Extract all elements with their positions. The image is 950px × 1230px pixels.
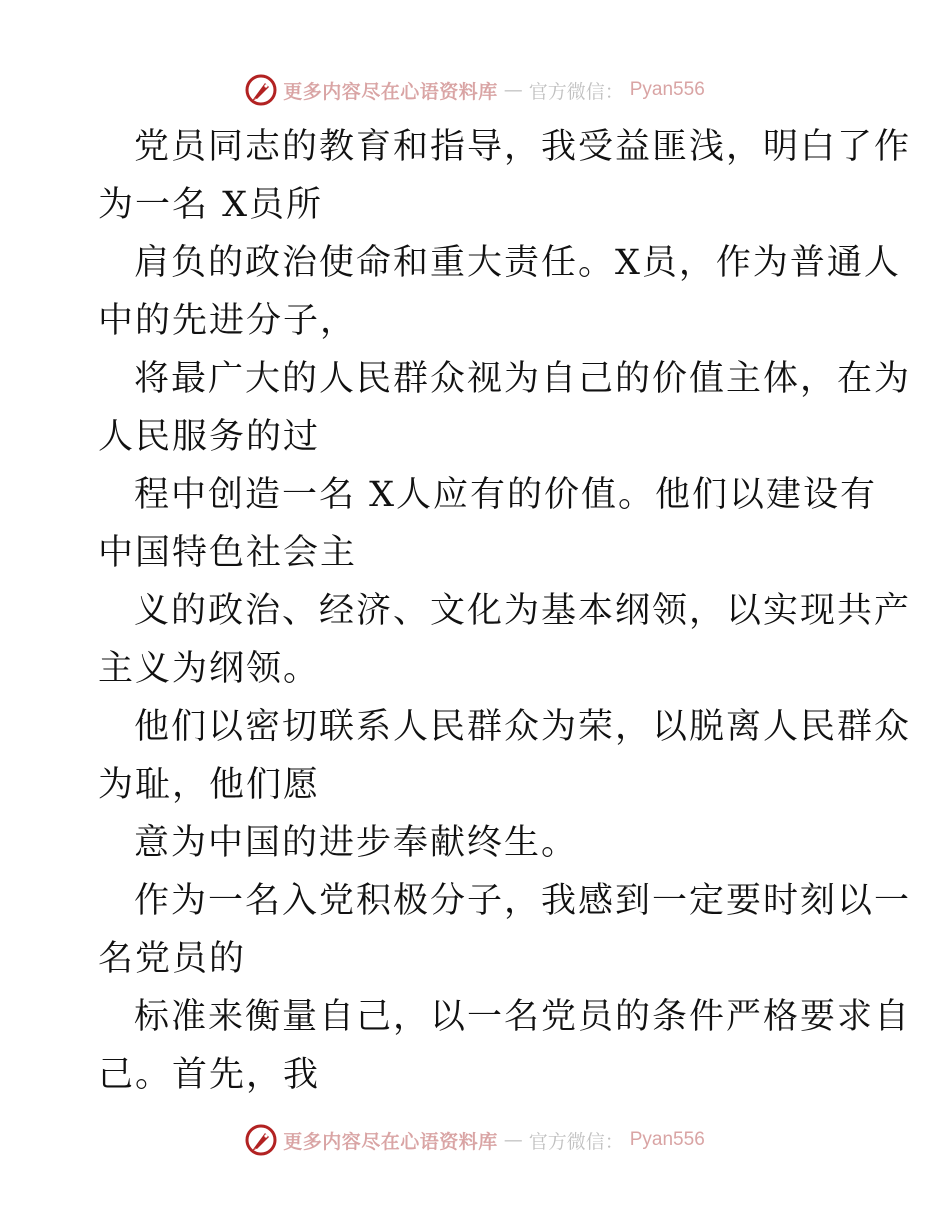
text-line: 为一名 X员所 (98, 185, 324, 225)
text-line: 主义为纲领。 (98, 649, 321, 689)
text-line: 名党员的 (98, 939, 247, 979)
text-line: 中国特色社会主 (98, 533, 358, 573)
text-line: 党员同志的教育和指导，我受益匪浅，明白了作 (134, 127, 912, 167)
watermark-separator: — (503, 1129, 523, 1151)
watermark-contact-id: Pyan556 (629, 79, 705, 100)
text-line: 他们以密切联系人民群众为荣，以脱离人民群众 (134, 707, 912, 747)
text-line: 人民服务的过 (98, 417, 321, 457)
watermark-site-text: 更多内容尽在心语资料库 (283, 1130, 498, 1153)
watermark-contact-label: 官方微信： (528, 1130, 624, 1153)
watermark-contact-label: 官方微信： (528, 80, 624, 103)
document-body (98, 118, 912, 1104)
text-line: 肩负的政治使命和重大责任。X员，作为普通人 (134, 243, 901, 283)
text-line: 将最广大的人民群众视为自己的价值主体，在为 (134, 359, 912, 399)
pen-nib-logo-icon (245, 74, 277, 106)
header-watermark (0, 70, 950, 110)
text-line: 义的政治、经济、文化为基本纲领，以实现共产 (134, 591, 912, 631)
text-line: 为耻，他们愿 (98, 765, 321, 805)
text-line: 己。首先，我 (98, 1055, 321, 1095)
footer-watermark (0, 1120, 950, 1160)
text-line: 作为一名入党积极分子，我感到一定要时刻以一 (134, 881, 912, 921)
text-line: 意为中国的进步奉献终生。 (134, 823, 579, 863)
text-line: 程中创造一名 X人应有的价值。他们以建设有 (134, 475, 878, 515)
watermark-contact-id: Pyan556 (629, 1129, 705, 1150)
watermark-site-text: 更多内容尽在心语资料库 (283, 80, 498, 103)
pen-nib-logo-icon (245, 1124, 277, 1156)
watermark-separator: — (503, 79, 523, 101)
text-line: 中的先进分子， (98, 301, 358, 341)
text-line: 标准来衡量自己，以一名党员的条件严格要求自 (134, 997, 912, 1037)
